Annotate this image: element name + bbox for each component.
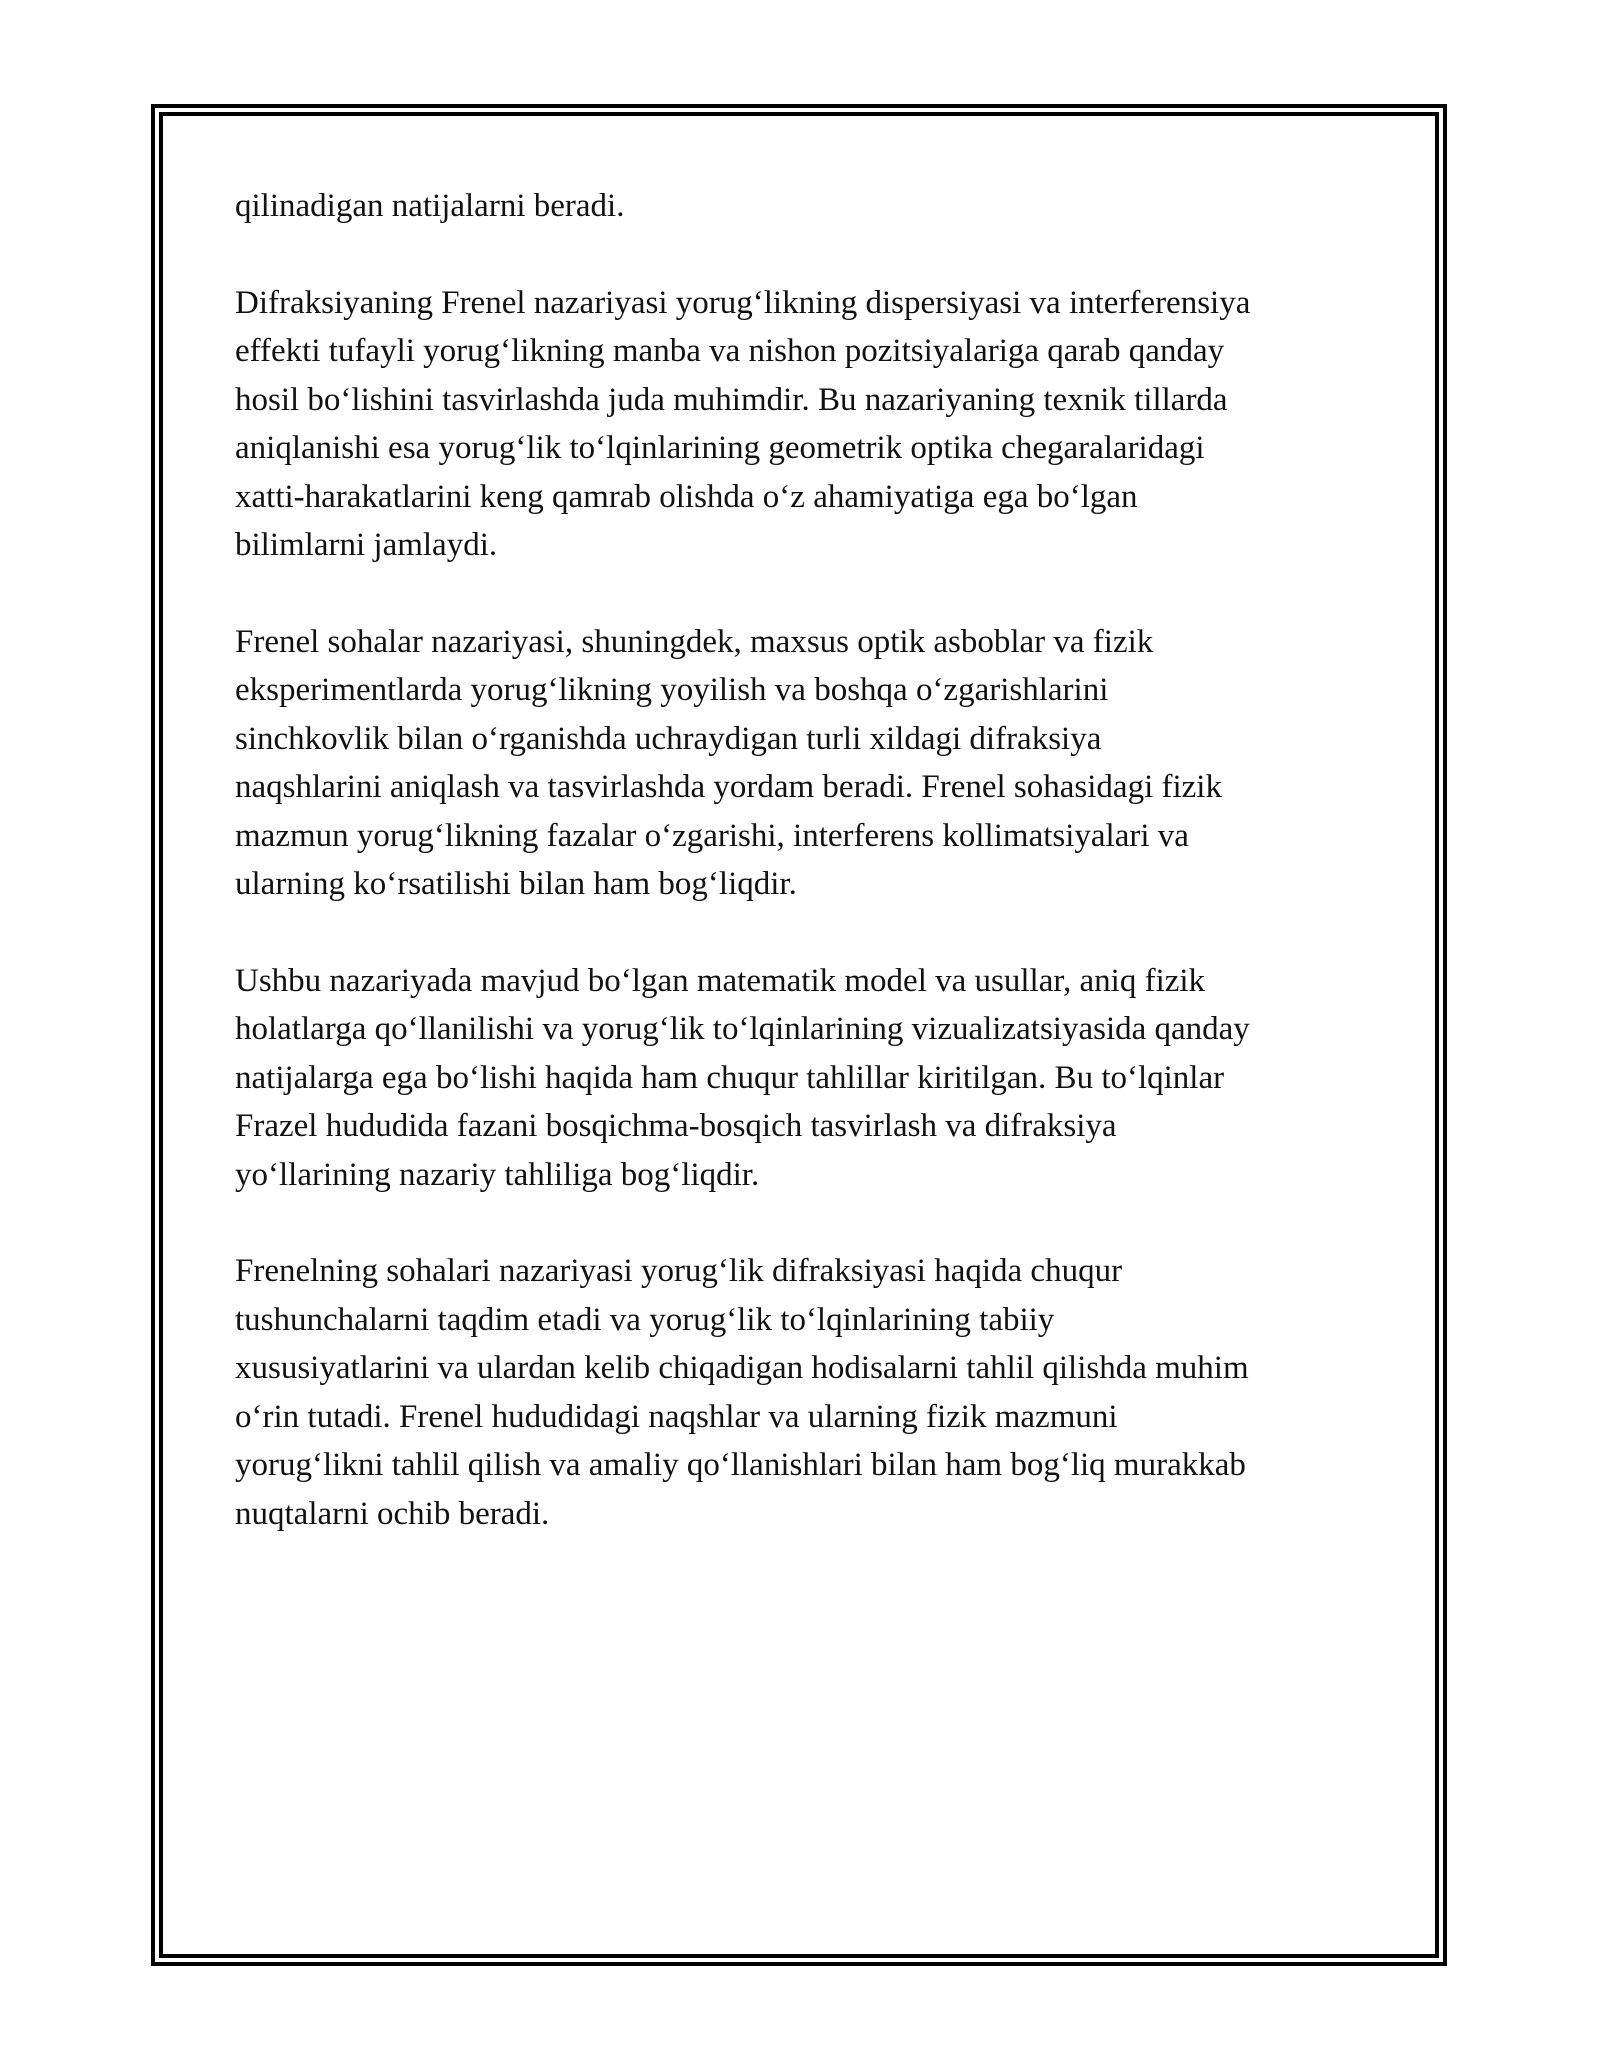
paragraph-5: Frenelning sohalari nazariyasi yorug‘lik difraksiyasi haqida chuqur tushunchalarni taqdim etadi va yorug‘lik to‘lqinlarining tabiiy xususiyatlarini va ulardan kelib chiqadigan hodisalarni tahlil qilishda muhim o‘rin tutadi. Frenel hududidagi naqshlar va ularning fizik mazmuni yorug‘likni tahlil qilish va amaliy qo‘llanishlari bilan ham bog‘liq murakkab nuqtalarni ochib beradi. [235,1253,1249,1532]
paragraph-1: qilinadigan natijalarni beradi. [235,188,625,224]
paragraph-3: Frenel sohalar nazariyasi, shuningdek, maxsus optik asboblar va fizik eksperimentlarda yorug‘likning yoyilish va boshqa o‘zgarishlarini sinchkovlik bilan o‘rganishda uchraydigan turli xildagi difraksiya naqshlarini aniqlash va tasvirlashda yordam beradi. Frenel sohasidagi fizik mazmun yorug‘likning fazalar o‘zgarishi, interferens kollimatsiyalari va ularning ko‘rsatilishi bilan ham bog‘liqdir. [235,623,1222,902]
paragraph-4: Ushbu nazariyada mavjud bo‘lgan matematik model va usullar, aniq fizik holatlarga qo‘llanilishi va yorug‘lik to‘lqinlarining vizualizatsiyasida qanday natijalarga ega bo‘lishi haqida ham chuqur tahlillar kiritilgan. Bu to‘lqinlar Frazel hududida fazani bosqichma-bosqich tasvirlash va difraksiya yo‘llarining nazariy tahliliga bog‘liqdir. [235,962,1250,1193]
paragraph-2: Difraksiyaning Frenel nazariyasi yorug‘likning dispersiyasi va interferensiya effekti tufayli yorug‘likning manba va nishon pozitsiyalariga qarab qanday hosil bo‘lishini tasvirlashda juda muhimdir. Bu nazariyaning texnik tillarda aniqlanishi esa yorug‘lik to‘lqinlarining geometrik optika chegaralaridagi xatti-harakatlarini keng qamrab olishda o‘z ahamiyatiga ega bo‘lgan bilimlarni jamlaydi. [235,284,1251,563]
document-body [235,182,1395,1586]
